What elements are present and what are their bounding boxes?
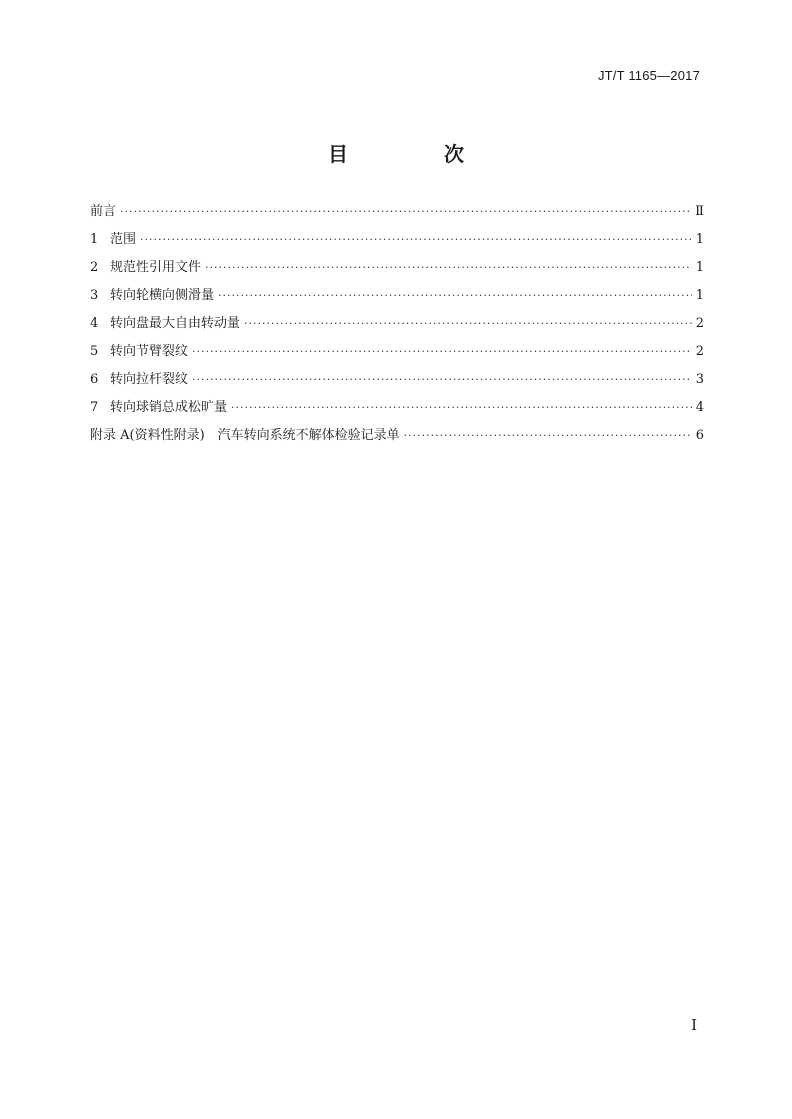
toc-entry-page: Ⅱ (695, 204, 704, 219)
toc-entry-text: 范围 (110, 232, 137, 247)
toc-leader-dots (192, 370, 692, 390)
toc-entry-text: 前言 (90, 204, 117, 219)
toc-entry-page: 2 (695, 344, 704, 359)
toc-entry-6[interactable] (90, 370, 704, 398)
toc-leader-dots (218, 286, 692, 306)
toc-entry-number: 6 (90, 372, 99, 387)
toc-leader-dots (244, 314, 692, 334)
toc-entry-number: 4 (90, 316, 99, 331)
toc-leader-dots (140, 230, 692, 250)
toc-entry-foreword[interactable] (90, 202, 704, 230)
toc-entry-text: 规范性引用文件 (110, 260, 202, 275)
toc-entry-3[interactable] (90, 286, 704, 314)
toc-entry-2[interactable] (90, 258, 704, 286)
toc-entry-text: 转向节臂裂纹 (110, 344, 189, 359)
toc-entry-page: 3 (695, 372, 704, 387)
toc-entry-page: 1 (695, 260, 704, 275)
toc-entry-number: 2 (90, 260, 99, 275)
toc-entry-number: 7 (90, 400, 99, 415)
toc-leader-dots (404, 426, 692, 446)
toc-entry-number: 1 (90, 232, 99, 247)
toc-leader-dots (120, 202, 691, 222)
toc-entry-number: 5 (90, 344, 99, 359)
table-of-contents (90, 202, 704, 454)
toc-entry-page: 1 (695, 232, 704, 247)
toc-leader-dots (192, 342, 692, 362)
toc-leader-dots (205, 258, 692, 278)
toc-entry-page: 1 (695, 288, 704, 303)
toc-entry-text: 附录 A(资料性附录) 汽车转向系统不解体检验记录单 (90, 428, 400, 443)
toc-entry-4[interactable] (90, 314, 704, 342)
toc-entry-5[interactable] (90, 342, 704, 370)
toc-entry-appendix-a[interactable] (90, 426, 704, 454)
toc-leader-dots (231, 398, 692, 418)
page-title: 目 次 (328, 142, 502, 166)
toc-entry-7[interactable] (90, 398, 704, 426)
toc-entry-text: 转向轮横向侧滑量 (110, 288, 215, 303)
toc-entry-text: 转向盘最大自由转动量 (110, 316, 241, 331)
toc-entry-1[interactable] (90, 230, 704, 258)
standard-code: JT/T 1165—2017 (597, 68, 700, 83)
toc-entry-text: 转向球销总成松旷量 (110, 400, 228, 415)
toc-entry-page: 2 (695, 316, 704, 331)
page-number: I (691, 1016, 697, 1034)
toc-entry-number: 3 (90, 288, 99, 303)
toc-entry-page: 4 (695, 400, 704, 415)
toc-entry-text: 转向拉杆裂纹 (110, 372, 189, 387)
toc-entry-page: 6 (695, 428, 704, 443)
